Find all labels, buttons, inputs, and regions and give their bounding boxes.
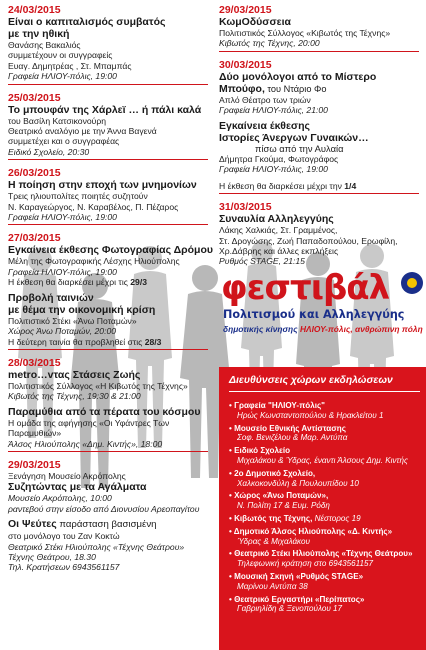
event-29-03 <box>8 459 213 573</box>
event-venue-time: Άλσος Ηλιούπολης «Δημ. Κιντής», 18:00 <box>8 438 163 449</box>
event-title: Η ποίηση στην εποχή των μνημονίων <box>8 179 197 192</box>
event-title: Εγκαίνεια έκθεσης Φωτογραφίας Δρόμου <box>8 244 213 257</box>
event-detail: Θανάσης Βακαλιός <box>8 40 81 50</box>
address-item <box>229 469 420 489</box>
event-date: 29/03/2015 <box>8 458 61 471</box>
event-date: 31/03/2015 <box>219 201 272 214</box>
event-venue-time: Γραφεία ΗΛΙΟΥ-πόλις, 19:00 <box>8 212 117 223</box>
event-phone: Τηλ. Κρατήσεων 6943561157 <box>8 562 120 573</box>
event-venue-time: Γραφεία ΗΛΙΟΥ-πόλις, 21:00 <box>219 105 328 116</box>
left-column <box>8 4 213 580</box>
event-detail: Χρ.Δάβρης και άλλες εκπλήξεις <box>219 246 339 257</box>
event-venue-time: Τέχνης Θεάτρου, 18.30 <box>8 551 96 562</box>
event-title: Εγκαίνεια έκθεσης <box>219 119 310 132</box>
event-detail: του Βασίλη Κατσικονούρη <box>8 115 107 126</box>
second-text: Η δεύτερη ταινία θα προβληθεί στις <box>8 336 145 347</box>
event-duration <box>8 277 213 287</box>
event-date: 25/03/2015 <box>8 91 61 104</box>
venue-address: Τηλεφωνική κράτηση στο 6943561157 <box>237 559 373 569</box>
event-detail: Ξενάγηση Μουσείο Ακρόπολης <box>8 470 126 481</box>
logo-subtitle: Πολιτισμού και Αλληλεγγύης <box>223 308 405 321</box>
event-date: 29/03/2015 <box>219 4 272 16</box>
event-date: 26/03/2015 <box>8 167 61 180</box>
event-detail: Θεατρικό αναλόγιο με την Άννα Βαγενά <box>8 126 157 137</box>
event-27-03 <box>8 232 213 349</box>
event-26-03 <box>8 167 213 225</box>
address-item <box>229 549 420 569</box>
event-title <box>8 518 213 531</box>
venue-name: • Θεατρικό Στέκι Ηλιούπολης «Τέχνης Θεάτρου» <box>229 549 413 559</box>
tagline-organisation: δημοτικής κίνησης <box>223 324 300 334</box>
event-detail: Πολιτιστικός Σύλλογος «Η Κιβωτός της Τέχνης» <box>8 380 188 391</box>
right-column <box>219 4 424 274</box>
event-venue-time: Γραφεία ΗΛΙΟΥ-πόλις, 19:00 <box>8 71 117 82</box>
address-item <box>229 514 420 524</box>
play-title: Οι Ψεύτες <box>8 518 57 531</box>
event-detail: Μέλη της Φωτογραφικής Λέσχης Ηλιούπολης <box>8 256 180 267</box>
title-part: Μπούφο, <box>219 82 265 95</box>
title-author: του Ντάριο Φο <box>264 83 327 94</box>
addresses-heading: Διευθύνσεις χώρων εκδηλώσεων <box>229 375 420 392</box>
event-detail: Παραμυθιών» <box>8 428 62 439</box>
venue-address: Μαρίνου Αντύπα 38 <box>237 581 308 591</box>
duration-text: Η έκθεση θα διαρκέσει μέχρι την <box>219 180 345 191</box>
event-detail: Πολιτιστικό Στέκι «Άνω Ποταμών» <box>8 315 137 326</box>
event-venue-time: Κιβωτός της Τέχνης, 20:00 <box>219 38 320 49</box>
venue-addresses-box <box>219 367 426 650</box>
tagline-motto: ΗΛΙΟΥ-πόλις, ανθρώπινη πόλη <box>299 324 423 334</box>
address-item <box>229 424 420 444</box>
divider <box>219 193 419 194</box>
divider <box>8 349 208 350</box>
event-title: Προβολή ταινιών <box>8 291 94 304</box>
event-25-03 <box>8 92 213 161</box>
venue-name: • Ειδικό Σχολείο <box>229 446 291 456</box>
divider <box>8 224 208 225</box>
divider <box>8 159 208 160</box>
event-detail: στο μονόλογο του Ζαν Κοκτώ <box>8 531 120 542</box>
play-title-rest: παράσταση βασισμένη <box>56 519 157 531</box>
event-title: Είναι ο καπιταλισμός συμβατός <box>8 16 166 28</box>
duration-date: 29/3 <box>130 277 147 288</box>
event-title: ΚωμΟδύσσεια <box>219 16 292 28</box>
sun-emblem-icon <box>401 272 423 294</box>
venue-name: • Μουσική Σκηνή «Ρυθμός STAGE» <box>229 571 364 581</box>
venue-address: Γαβριηλίδη & Ξενοπούλου 17 <box>237 604 343 614</box>
event-date: 27/03/2015 <box>8 232 61 245</box>
event-date: 30/03/2015 <box>219 58 272 71</box>
event-detail: Λάκης Χαλκιάς, Στ. Γραμμένος, <box>219 225 338 236</box>
venue-name: • Κιβωτός της Τέχνης, <box>229 513 315 523</box>
event-title <box>219 83 424 95</box>
logo-wordmark: φεστιβάλ <box>221 268 390 308</box>
event-venue-time: Ειδικό Σχολείο, 20:30 <box>8 146 90 157</box>
event-28-03 <box>8 357 213 452</box>
event-30-03 <box>219 59 424 194</box>
venue-name: • Δημοτικό Άλσος Ηλιούπολης «Δ. Κιντής» <box>229 526 393 536</box>
venue-name: • Χώρος «Άνω Ποταμών», <box>229 491 329 501</box>
duration-date: 1/4 <box>344 180 357 191</box>
event-detail: Απλό Θέατρο των τριών <box>219 94 311 105</box>
event-venue-time: Μουσείο Ακρόπολης, 10:00 <box>8 493 112 504</box>
address-item <box>229 401 420 421</box>
divider <box>8 84 208 85</box>
event-detail: συμμετέχει και ο συγγραφέας <box>8 136 120 147</box>
venue-name: • Θεατρικό Εργαστήρι «Περίπατος» <box>229 594 365 604</box>
address-item <box>229 491 420 511</box>
event-title: Δύο μονόλογοι από το Μίστερο <box>219 70 377 83</box>
event-second-screening <box>8 337 213 347</box>
event-detail: Ν. Καραγεώργος, Ν. Καραβέλος, Π. Πέζαρος <box>8 201 179 212</box>
venue-address: Χαλκοκονδύλη & Πουλουπίδου 10 <box>237 478 359 488</box>
event-title: metro…vτας Στάσεις Ζωής <box>8 368 141 381</box>
address-item <box>229 446 420 466</box>
venue-address: Ηρώς Κωνσταντοπούλου & Ηρακλείτου 1 <box>237 410 384 420</box>
venue-address: Μιχαλάκου & Ύδρας, έναντι Άλσους Δημ. Κιντής <box>237 455 408 465</box>
event-29-03-komodysseia <box>219 4 424 52</box>
address-item <box>229 595 420 615</box>
event-detail: Δήμητρα Γκούμα, Φωτογράφος <box>219 154 339 165</box>
event-detail: Η ομάδα της αφήγησης «Οι Υφάντρες Των <box>8 417 170 428</box>
event-24-03 <box>8 4 213 85</box>
venue-address: Σοφ. Βενιζέλου & Μαρ. Αντύπα <box>237 433 348 443</box>
event-venue-time: Κιβωτός της Τέχνης, 19:30 & 21:00 <box>8 391 141 402</box>
second-date: 28/3 <box>144 336 162 347</box>
event-detail: συμμετέχουν οι συγγραφείς <box>8 50 113 61</box>
festival-logo <box>219 268 425 348</box>
event-date: 28/03/2015 <box>8 356 61 369</box>
event-date: 24/03/2015 <box>8 4 61 16</box>
venue-address: Νέστορος 19 <box>314 513 361 523</box>
event-venue-time: Θεατρικό Στέκι Ηλιούπολης «Τέχνης Θεάτρου» <box>8 541 185 552</box>
event-detail: Στ. Δρογώσης, Ζωή Παπαδοπούλου, Ερωφίλη, <box>219 235 398 246</box>
logo-tagline <box>223 324 423 334</box>
address-item <box>229 527 420 547</box>
event-title: Το μπουφάν της Χάρλεϊ … ή πάλι καλά <box>8 103 202 116</box>
venue-name: • 2ο Δημοτικό Σχολείο, <box>229 468 316 478</box>
event-venue-time: Γραφεία ΗΛΙΟΥ-πόλις, 19:00 <box>219 164 328 175</box>
event-title: με την ηθική <box>8 28 70 40</box>
event-detail: Τρεις ηλιουπολίτες ποιητές συζητούν <box>8 191 148 202</box>
event-subtitle: πίσω από την Αυλαία <box>255 142 344 154</box>
event-venue-time: Γραφεία ΗΛΙΟΥ-πόλις, 19:00 <box>8 266 117 277</box>
venue-name-inline <box>229 514 420 524</box>
address-item <box>229 572 420 592</box>
event-venue-time: Ρυθμός STAGE, 21:15 <box>219 256 305 267</box>
event-venue-time: ραντεβού στην είσοδο από Διονυσίου Αρεοπαγίτου <box>8 503 200 514</box>
venue-name: • Γραφεία "ΗΛΙΟΥ-πόλις" <box>229 401 326 410</box>
event-detail: Πολιτιστικός Σύλλογος «Κιβωτός της Τέχνης» <box>219 28 391 38</box>
event-title: Ιστορίες Άνεργων Γυναικών… <box>219 131 369 144</box>
divider <box>8 451 208 452</box>
venue-name: • Μουσείο Εθνικής Αντίστασης <box>229 423 346 433</box>
venue-address: Ν. Πολίτη 17 & Ευμ. Ρόδη <box>237 501 330 511</box>
event-duration <box>219 181 424 191</box>
venue-address: Ύδρας & Μιχαλάκου <box>237 536 310 546</box>
event-venue-time: Χώρος Άνω Ποταμών, 20:00 <box>8 326 117 337</box>
divider <box>219 51 419 52</box>
event-31-03 <box>219 201 424 267</box>
event-title: με θέμα την οικονομική κρίση <box>8 303 156 316</box>
duration-text: Η έκθεση θα διαρκέσει μέχρι τις <box>8 277 131 288</box>
event-title: Παραμύθια από τα πέρατα του κόσμου <box>8 405 201 418</box>
event-detail: Ευαγ. Δημητρέας , Στ. Μπαμπάς <box>8 60 132 71</box>
event-title: Συναυλία Αλληλεγγύης <box>219 213 334 226</box>
event-title: Συζητώντας με τα Αγάλματα <box>8 481 147 494</box>
